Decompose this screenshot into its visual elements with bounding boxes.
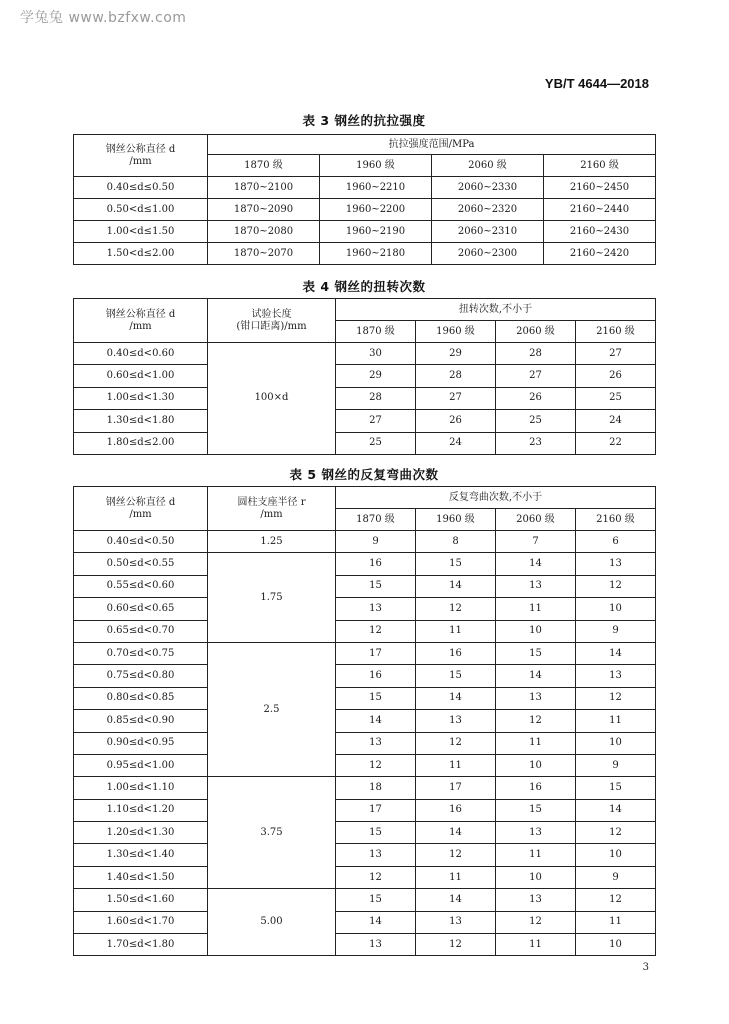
table5-radius-cell: 2.5 [208, 642, 336, 776]
table5-value-cell: 9 [576, 620, 656, 642]
table-row [74, 777, 656, 799]
table5-value-cell: 13 [336, 844, 416, 866]
table4-value-cell: 30 [336, 343, 416, 365]
table4-value-cell: 28 [496, 343, 576, 365]
table5-value-cell: 17 [416, 777, 496, 799]
table5-value-cell: 11 [496, 844, 576, 866]
table-row [74, 199, 656, 221]
table5-radius-cell: 3.75 [208, 777, 336, 889]
table4-value-cell: 25 [576, 387, 656, 409]
table5-value-cell: 12 [576, 822, 656, 844]
table5-value-cell: 12 [336, 866, 416, 888]
table5-diameter-cell: 1.70≤d<1.80 [74, 934, 208, 956]
table5-value-cell: 15 [576, 777, 656, 799]
table5-value-cell: 10 [496, 754, 576, 776]
table5-grade-header: 2060 级 [496, 509, 576, 531]
table4-diameter-cell: 1.00≤d<1.30 [74, 387, 208, 409]
table3-value-cell: 2160~2450 [544, 177, 656, 199]
table-row [74, 410, 656, 432]
table5-value-cell: 12 [336, 620, 416, 642]
table5-value-cell: 14 [416, 687, 496, 709]
table5-value-cell: 13 [416, 911, 496, 933]
table5-value-cell: 12 [576, 575, 656, 597]
table-row [74, 732, 656, 754]
table4-value-cell: 29 [336, 365, 416, 387]
table4-diameter-cell: 0.40≤d<0.60 [74, 343, 208, 365]
table5-value-cell: 13 [496, 575, 576, 597]
table-row [74, 799, 656, 821]
table5-value-cell: 12 [416, 732, 496, 754]
table5-diameter-cell: 0.40≤d<0.50 [74, 531, 208, 553]
table5-head-radius-label: 圆柱支座半径 r [237, 496, 306, 508]
standard-code: YB/T 4644—2018 [544, 76, 649, 91]
table5-value-cell: 14 [416, 575, 496, 597]
table5-diameter-cell: 1.30≤d<1.40 [74, 844, 208, 866]
table5-value-cell: 13 [576, 553, 656, 575]
table5-diameter-cell: 0.65≤d<0.70 [74, 620, 208, 642]
table5-value-cell: 15 [496, 799, 576, 821]
table5-value-cell: 7 [496, 531, 576, 553]
table4-value-cell: 28 [336, 387, 416, 409]
table3-value-cell: 1870~2090 [208, 199, 320, 221]
table-row [74, 387, 656, 409]
table3-grade-header: 2060 级 [432, 155, 544, 177]
table4-value-cell: 23 [496, 432, 576, 454]
table5-value-cell: 13 [496, 687, 576, 709]
table5-value-cell: 18 [336, 777, 416, 799]
table5-value-cell: 14 [416, 822, 496, 844]
table-row [74, 911, 656, 933]
table-row [74, 822, 656, 844]
table4-value-cell: 26 [576, 365, 656, 387]
table3-value-cell: 1870~2080 [208, 221, 320, 243]
table4-diameter-cell: 1.30≤d<1.80 [74, 410, 208, 432]
table-row [74, 844, 656, 866]
table3-grade-header: 2160 级 [544, 155, 656, 177]
table5-diameter-cell: 1.50≤d<1.60 [74, 889, 208, 911]
table4-value-cell: 26 [496, 387, 576, 409]
table-row [74, 365, 656, 387]
table3-value-cell: 2060~2300 [432, 243, 544, 265]
table5-value-cell: 12 [336, 754, 416, 776]
table3-value-cell: 1870~2070 [208, 243, 320, 265]
table5-value-cell: 9 [336, 531, 416, 553]
table5-value-cell: 14 [576, 799, 656, 821]
table-row [74, 889, 656, 911]
table5-value-cell: 16 [336, 665, 416, 687]
table5-value-cell: 13 [576, 665, 656, 687]
table5-head-radius-unit: /mm [260, 508, 283, 520]
table4-length-cell: 100×d [208, 343, 336, 455]
table5-radius-cell: 5.00 [208, 889, 336, 956]
table5-diameter-cell: 0.90≤d<0.95 [74, 732, 208, 754]
table5-value-cell: 8 [416, 531, 496, 553]
table5-value-cell: 16 [496, 777, 576, 799]
watermark-text: 学兔兔 www.bzfxw.com [20, 10, 187, 26]
table5-diameter-cell: 0.80≤d<0.85 [74, 687, 208, 709]
table4-grade-header: 2160 级 [576, 321, 656, 343]
table4-grade-header: 1960 级 [416, 321, 496, 343]
table5-bending-count [73, 486, 656, 956]
table4-value-cell: 25 [496, 410, 576, 432]
table3-value-cell: 1960~2180 [320, 243, 432, 265]
table4-head-diameter [74, 299, 208, 343]
table3-diameter-cell: 0.50<d≤1.00 [74, 199, 208, 221]
table5-value-cell: 14 [336, 911, 416, 933]
table5-value-cell: 11 [416, 620, 496, 642]
table5-value-cell: 12 [416, 598, 496, 620]
table5-value-cell: 11 [496, 598, 576, 620]
table5-value-cell: 12 [496, 710, 576, 732]
table-row [74, 221, 656, 243]
table4-grade-header: 1870 级 [336, 321, 416, 343]
table5-value-cell: 6 [576, 531, 656, 553]
table5-value-cell: 12 [576, 889, 656, 911]
table-row [74, 553, 656, 575]
table5-value-cell: 11 [496, 934, 576, 956]
table4-diameter-cell: 1.80≤d≤2.00 [74, 432, 208, 454]
table-row [74, 177, 656, 199]
table-row [74, 754, 656, 776]
table5-value-cell: 12 [416, 934, 496, 956]
table5-value-cell: 11 [576, 710, 656, 732]
table3-value-cell: 2060~2320 [432, 199, 544, 221]
table-row [74, 531, 656, 553]
table3-value-cell: 2160~2440 [544, 199, 656, 221]
table5-value-cell: 9 [576, 754, 656, 776]
page-number: 3 [642, 962, 649, 973]
table4-head-diameter-unit: /mm [129, 320, 152, 332]
table4-head-length-sub: (钳口距离)/mm [236, 320, 307, 332]
table-row [74, 710, 656, 732]
table5-value-cell: 15 [336, 575, 416, 597]
table5-value-cell: 15 [336, 889, 416, 911]
table5-value-cell: 14 [496, 553, 576, 575]
table4-diameter-cell: 0.60≤d<1.00 [74, 365, 208, 387]
table5-diameter-cell: 0.55≤d<0.60 [74, 575, 208, 597]
table5-diameter-cell: 0.50≤d<0.55 [74, 553, 208, 575]
table5-diameter-cell: 1.00≤d<1.10 [74, 777, 208, 799]
table4-value-cell: 24 [416, 432, 496, 454]
table5-value-cell: 15 [336, 822, 416, 844]
table5-value-cell: 10 [576, 844, 656, 866]
table4-value-cell: 28 [416, 365, 496, 387]
table-row [74, 432, 656, 454]
table4-torsion-count [73, 298, 656, 455]
table3-value-cell: 2060~2330 [432, 177, 544, 199]
table-row [74, 620, 656, 642]
table5-value-cell: 11 [416, 866, 496, 888]
table5-grade-header: 1960 级 [416, 509, 496, 531]
table5-diameter-cell: 0.75≤d<0.80 [74, 665, 208, 687]
table3-value-cell: 2060~2310 [432, 221, 544, 243]
table5-radius-cell: 1.75 [208, 553, 336, 643]
table5-diameter-cell: 1.20≤d<1.30 [74, 822, 208, 844]
table-row [74, 243, 656, 265]
table5-value-cell: 11 [576, 911, 656, 933]
table5-value-cell: 13 [496, 822, 576, 844]
table4-head-length [208, 299, 336, 343]
table5-value-cell: 13 [416, 710, 496, 732]
table3-value-cell: 1960~2200 [320, 199, 432, 221]
table5-grade-header: 1870 级 [336, 509, 416, 531]
table5-value-cell: 15 [336, 687, 416, 709]
table5-value-cell: 11 [416, 754, 496, 776]
table3-diameter-cell: 1.00<d≤1.50 [74, 221, 208, 243]
table-row [74, 575, 656, 597]
table5-value-cell: 15 [496, 642, 576, 664]
table5-diameter-cell: 0.60≤d<0.65 [74, 598, 208, 620]
table5-value-cell: 12 [576, 687, 656, 709]
table4-value-cell: 27 [336, 410, 416, 432]
table5-caption: 表 5 钢丝的反复弯曲次数 [289, 467, 439, 482]
table-row [74, 934, 656, 956]
table5-value-cell: 14 [576, 642, 656, 664]
table5-diameter-cell: 1.10≤d<1.20 [74, 799, 208, 821]
table5-diameter-cell: 1.60≤d<1.70 [74, 911, 208, 933]
table-row [74, 598, 656, 620]
table5-value-cell: 11 [496, 732, 576, 754]
table5-value-cell: 13 [496, 889, 576, 911]
table5-grade-header: 2160 级 [576, 509, 656, 531]
table5-value-cell: 16 [416, 642, 496, 664]
table5-value-cell: 12 [416, 844, 496, 866]
table5-value-cell: 13 [336, 732, 416, 754]
table3-grade-header: 1960 级 [320, 155, 432, 177]
table4-head-diameter-label: 钢丝公称直径 d [105, 308, 176, 320]
table5-diameter-cell: 0.95≤d<1.00 [74, 754, 208, 776]
table3-value-cell: 1960~2210 [320, 177, 432, 199]
table3-diameter-cell: 0.40≤d≤0.50 [74, 177, 208, 199]
table5-value-cell: 10 [496, 620, 576, 642]
table3-grade-header: 1870 级 [208, 155, 320, 177]
table3-tensile-strength [73, 134, 656, 265]
table5-head-diameter [74, 487, 208, 531]
table-row [74, 866, 656, 888]
table5-value-cell: 16 [336, 553, 416, 575]
table4-grade-header: 2060 级 [496, 321, 576, 343]
table3-head-diameter [74, 135, 208, 177]
table5-value-cell: 16 [416, 799, 496, 821]
table5-value-cell: 15 [416, 665, 496, 687]
table5-value-cell: 17 [336, 642, 416, 664]
table5-value-cell: 14 [416, 889, 496, 911]
table5-radius-cell: 1.25 [208, 531, 336, 553]
table3-value-cell: 2160~2420 [544, 243, 656, 265]
table4-value-cell: 22 [576, 432, 656, 454]
table5-value-cell: 12 [496, 911, 576, 933]
table3-head-diameter-label: 钢丝公称直径 d [105, 143, 176, 155]
table4-value-cell: 29 [416, 343, 496, 365]
table3-value-cell: 1960~2190 [320, 221, 432, 243]
table5-head-group: 反复弯曲次数,不小于 [336, 487, 656, 509]
table5-diameter-cell: 0.85≤d<0.90 [74, 710, 208, 732]
table5-value-cell: 10 [496, 866, 576, 888]
table5-value-cell: 10 [576, 598, 656, 620]
table5-value-cell: 10 [576, 934, 656, 956]
table4-value-cell: 24 [576, 410, 656, 432]
table5-head-diameter-unit: /mm [129, 508, 152, 520]
table5-value-cell: 17 [336, 799, 416, 821]
table5-head-radius [208, 487, 336, 531]
table3-value-cell: 2160~2430 [544, 221, 656, 243]
table-row [74, 687, 656, 709]
table4-value-cell: 26 [416, 410, 496, 432]
table4-caption: 表 4 钢丝的扭转次数 [302, 279, 426, 294]
table5-value-cell: 15 [416, 553, 496, 575]
table5-diameter-cell: 0.70≤d<0.75 [74, 642, 208, 664]
table3-value-cell: 1870~2100 [208, 177, 320, 199]
table4-head-group: 扭转次数,不小于 [336, 299, 656, 321]
table5-value-cell: 13 [336, 934, 416, 956]
table5-value-cell: 10 [576, 732, 656, 754]
table4-value-cell: 27 [576, 343, 656, 365]
table5-value-cell: 14 [336, 710, 416, 732]
table4-head-length-label: 试验长度 [251, 308, 292, 320]
table-row [74, 343, 656, 365]
table3-diameter-cell: 1.50<d≤2.00 [74, 243, 208, 265]
table4-value-cell: 27 [496, 365, 576, 387]
table4-value-cell: 27 [416, 387, 496, 409]
table3-caption: 表 3 钢丝的抗拉强度 [302, 113, 426, 128]
table5-head-diameter-label: 钢丝公称直径 d [105, 496, 176, 508]
table-row [74, 665, 656, 687]
table3-head-group: 抗拉强度范围/MPa [208, 135, 656, 155]
table5-value-cell: 14 [496, 665, 576, 687]
table5-value-cell: 9 [576, 866, 656, 888]
table5-value-cell: 13 [336, 598, 416, 620]
table5-diameter-cell: 1.40≤d<1.50 [74, 866, 208, 888]
table-row [74, 642, 656, 664]
table4-value-cell: 25 [336, 432, 416, 454]
table3-head-diameter-unit: /mm [129, 155, 152, 167]
